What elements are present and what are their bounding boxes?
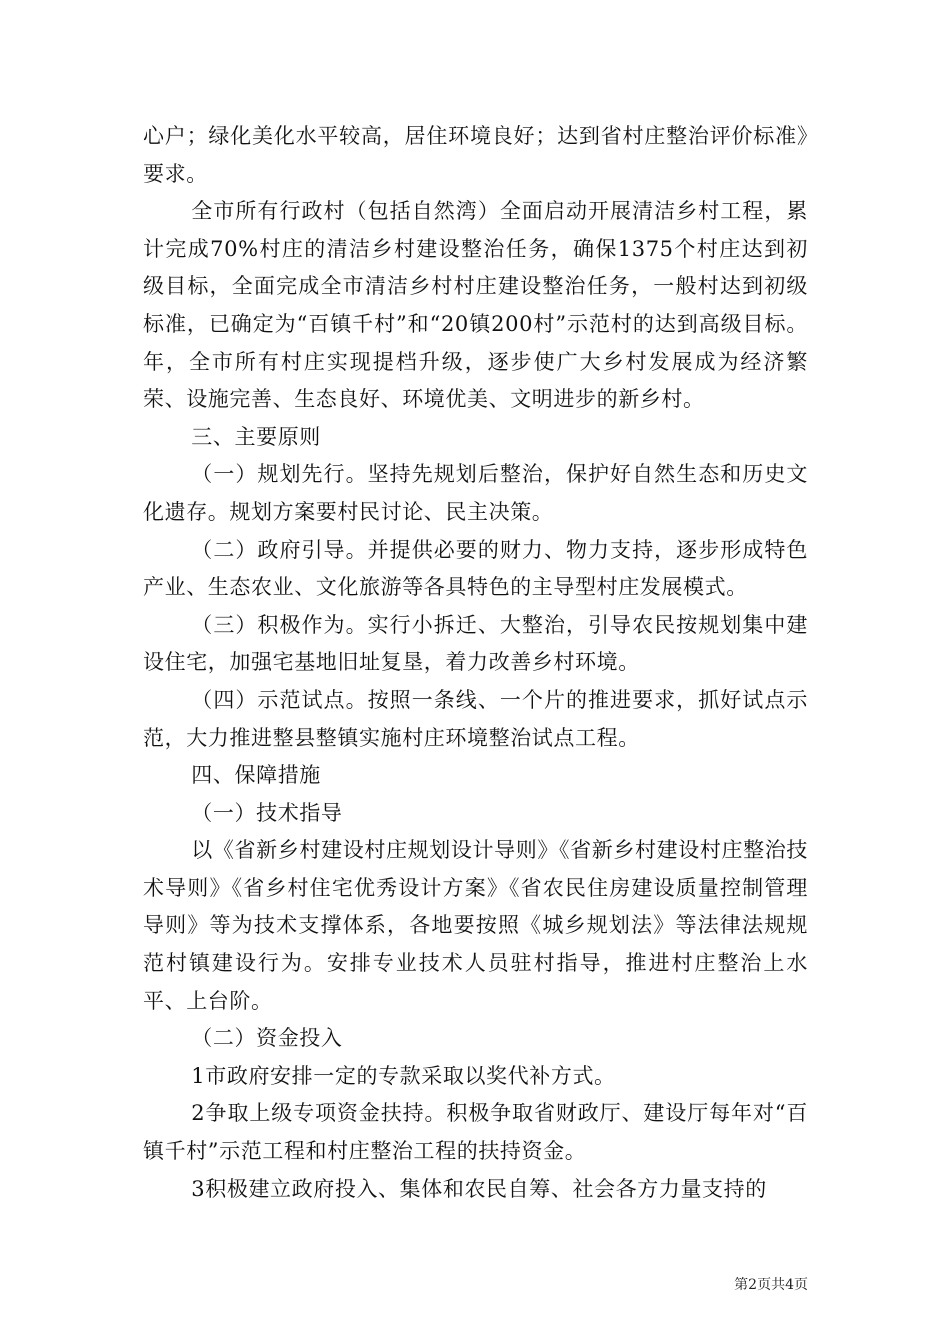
paragraph: 全市所有行政村（包括自然湾）全面启动开展清洁乡村工程，累计完成70%村庄的清洁乡村建设整治任务，确保1375个村庄达到初级目标，全面完成全市清洁乡村村庄建设整治任务，一般村达到初级标准，已确定为“百镇千村”和“20镇200村”示范村的达到高级目标。年，全市所有村庄实现提档升级，逐步使广大乡村发展成为经济繁荣、设施完善、生态良好、环境优美、文明进步的新乡村。 [143,199,808,412]
paragraph: （四）示范试点。按照一条线、一个片的推进要求，抓好试点示范，大力推进整县整镇实施村庄环境整治试点工程。 [143,687,808,750]
section-heading: 四、保障措施 [191,763,321,788]
paragraph: 1市政府安排一定的专款采取以奖代补方式。 [191,1063,616,1088]
page-number: 第2页共4页 [734,1277,808,1293]
paragraph: 3积极建立政府投入、集体和农民自筹、社会各方力量支持的 [191,1176,767,1201]
document-body [143,118,808,1208]
paragraph: （二）政府引导。并提供必要的财力、物力支持，逐步形成特色产业、生态农业、文化旅游等各具特色的主导型村庄发展模式。 [143,537,808,600]
paragraph: 心户；绿化美化水平较高，居住环境良好；达到省村庄整治评价标准》要求。 [143,124,808,186]
paragraph: 2争取上级专项资金扶持。积极争取省财政厅、建设厅每年对“百镇千村”示范工程和村庄整治工程的扶持资金。 [143,1101,808,1164]
subsection-heading: （一）技术指导 [191,800,343,825]
paragraph: （三）积极作为。实行小拆迁、大整治，引导农民按规划集中建设住宅，加强宅基地旧址复垦，着力改善乡村环境。 [143,612,808,675]
subsection-heading: （二）资金投入 [191,1026,343,1051]
section-heading: 三、主要原则 [191,424,321,449]
paragraph: （一）规划先行。坚持先规划后整治，保护好自然生态和历史文化遗存。规划方案要村民讨论、民主决策。 [143,462,808,524]
paragraph: 以《省新乡村建设村庄规划设计导则》《省新乡村建设村庄整治技术导则》《省乡村住宅优秀设计方案》《省农民住房建设质量控制管理导则》等为技术支撑体系，各地要按照《城乡规划法》等法律法规规范村镇建设行为。安排专业技术人员驻村指导，推进村庄整治上水平、上台阶。 [143,838,808,1013]
